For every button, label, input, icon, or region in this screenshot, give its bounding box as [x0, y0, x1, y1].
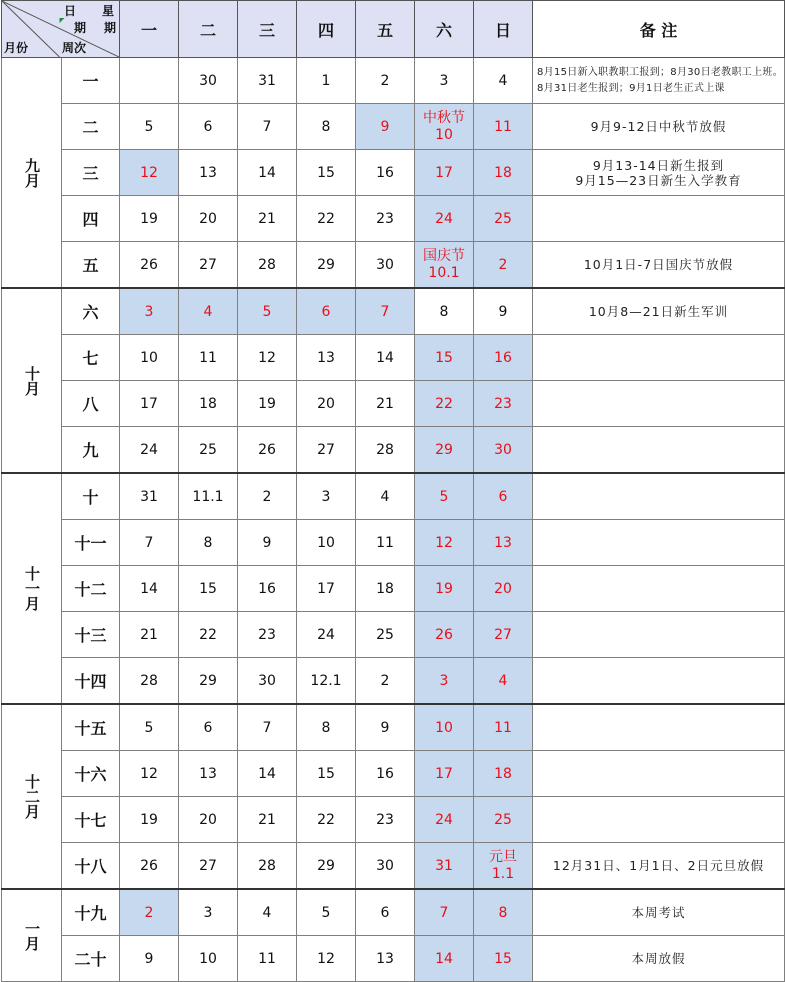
- day-cell: 19: [120, 797, 179, 843]
- day-cell: 7: [120, 520, 179, 566]
- day-cell: 17: [297, 566, 356, 612]
- corner-label-period: 期: [74, 21, 87, 35]
- day-cell: 5: [120, 104, 179, 150]
- day-cell: 26: [120, 242, 179, 289]
- day-cell: 22: [179, 612, 238, 658]
- week-row: [2, 520, 785, 566]
- week-note: 9月13-14日新生报到 9月15—23日新生入学教育: [533, 150, 785, 196]
- day-cell: 23: [356, 797, 415, 843]
- day-cell: 6: [297, 288, 356, 335]
- week-note: [533, 196, 785, 242]
- day-cell: 8: [297, 104, 356, 150]
- day-cell: 17: [415, 150, 474, 196]
- week-row: [2, 196, 785, 242]
- week-number: 九: [62, 427, 120, 474]
- week-row: [2, 936, 785, 982]
- week-note: 8月15日新入职教职工报到；8月30日老教职工上班。8月31日老生报到；9月1日老生正式上课: [533, 58, 785, 104]
- day-cell: 28: [238, 242, 297, 289]
- day-cell: 26: [238, 427, 297, 474]
- week-row: [2, 288, 785, 335]
- day-cell: 23: [356, 196, 415, 242]
- month-label: 十二月: [2, 704, 62, 889]
- weekday-header: 日: [474, 1, 533, 58]
- day-cell: 23: [474, 381, 533, 427]
- day-cell: 16: [474, 335, 533, 381]
- day-cell: 8: [297, 704, 356, 751]
- day-cell: 4: [238, 889, 297, 936]
- day-cell: 20: [474, 566, 533, 612]
- week-number: 二十: [62, 936, 120, 982]
- week-row: [2, 751, 785, 797]
- day-cell: 5: [120, 704, 179, 751]
- day-cell: 31: [415, 843, 474, 890]
- day-cell: 18: [179, 381, 238, 427]
- day-cell: 13: [179, 751, 238, 797]
- week-row: [2, 473, 785, 520]
- day-cell: 9: [238, 520, 297, 566]
- day-cell: 15: [297, 751, 356, 797]
- corner-label-period-2: 期: [104, 21, 117, 35]
- day-cell: 14: [356, 335, 415, 381]
- day-cell: 28: [356, 427, 415, 474]
- day-cell: 12: [297, 936, 356, 982]
- week-row: [2, 242, 785, 289]
- week-number: 十四: [62, 658, 120, 705]
- corner-label-star: 星: [102, 4, 115, 18]
- week-note: [533, 658, 785, 705]
- day-cell: 16: [356, 751, 415, 797]
- day-cell: 16: [238, 566, 297, 612]
- day-cell: 3: [415, 658, 474, 705]
- week-note: 本周考试: [533, 889, 785, 936]
- day-cell: 21: [238, 797, 297, 843]
- day-cell: 25: [179, 427, 238, 474]
- notes-header: 备 注: [533, 1, 785, 58]
- week-note: 本周放假: [533, 936, 785, 982]
- week-number: 十六: [62, 751, 120, 797]
- day-cell: 10: [120, 335, 179, 381]
- day-cell: 21: [356, 381, 415, 427]
- school-calendar-table: [1, 0, 785, 982]
- week-number: 七: [62, 335, 120, 381]
- week-row: [2, 704, 785, 751]
- week-row: [2, 427, 785, 474]
- week-note: [533, 751, 785, 797]
- week-number: 十七: [62, 797, 120, 843]
- day-cell: 3: [179, 889, 238, 936]
- day-cell: 30: [238, 658, 297, 705]
- day-cell: 10: [179, 936, 238, 982]
- day-cell: 5: [238, 288, 297, 335]
- week-row: [2, 889, 785, 936]
- corner-label-day: 日: [64, 4, 77, 18]
- week-number: 十: [62, 473, 120, 520]
- day-cell: 5: [297, 889, 356, 936]
- week-row: [2, 150, 785, 196]
- day-cell: 28: [238, 843, 297, 890]
- day-cell: 19: [120, 196, 179, 242]
- day-cell: 13: [356, 936, 415, 982]
- day-cell: 13: [474, 520, 533, 566]
- day-cell: 2: [356, 658, 415, 705]
- day-cell: 8: [474, 889, 533, 936]
- day-cell: 22: [297, 196, 356, 242]
- day-cell: 17: [120, 381, 179, 427]
- day-cell: 30: [356, 242, 415, 289]
- day-cell: 22: [297, 797, 356, 843]
- day-cell: 13: [179, 150, 238, 196]
- day-cell: 2: [356, 58, 415, 104]
- day-cell: 15: [415, 335, 474, 381]
- week-note: [533, 704, 785, 751]
- weekday-header: 四: [297, 1, 356, 58]
- week-note: [533, 381, 785, 427]
- day-cell: 元旦 1.1: [474, 843, 533, 890]
- week-number: 五: [62, 242, 120, 289]
- day-cell: 12: [120, 150, 179, 196]
- day-cell: 9: [120, 936, 179, 982]
- day-cell: 28: [120, 658, 179, 705]
- day-cell: 12: [415, 520, 474, 566]
- day-cell: 7: [415, 889, 474, 936]
- day-cell: 18: [474, 751, 533, 797]
- week-row: [2, 104, 785, 150]
- day-cell: 7: [238, 104, 297, 150]
- day-cell: 29: [179, 658, 238, 705]
- day-cell: 24: [120, 427, 179, 474]
- week-row: [2, 566, 785, 612]
- day-cell: 11: [238, 936, 297, 982]
- day-cell: 29: [297, 242, 356, 289]
- day-cell: 6: [179, 104, 238, 150]
- day-cell: 27: [297, 427, 356, 474]
- day-cell: 7: [238, 704, 297, 751]
- day-cell: 4: [356, 473, 415, 520]
- week-number: 四: [62, 196, 120, 242]
- weekday-header: 五: [356, 1, 415, 58]
- day-cell: 8: [415, 288, 474, 335]
- day-cell: 11.1: [179, 473, 238, 520]
- day-cell: 9: [356, 704, 415, 751]
- day-cell: 12: [238, 335, 297, 381]
- month-label: 一月: [2, 889, 62, 982]
- day-cell: 3: [120, 288, 179, 335]
- day-cell: 14: [238, 751, 297, 797]
- day-cell: 14: [415, 936, 474, 982]
- day-cell: 20: [179, 797, 238, 843]
- corner-label-week: 周次: [62, 41, 87, 55]
- month-label: 九月: [2, 58, 62, 289]
- day-cell: 6: [356, 889, 415, 936]
- day-cell: 22: [415, 381, 474, 427]
- day-cell: 21: [238, 196, 297, 242]
- day-cell: 25: [356, 612, 415, 658]
- day-cell: 16: [356, 150, 415, 196]
- day-cell: 19: [415, 566, 474, 612]
- day-cell: 6: [179, 704, 238, 751]
- day-cell: 11: [356, 520, 415, 566]
- week-number: 二: [62, 104, 120, 150]
- week-note: [533, 427, 785, 474]
- day-cell: 1: [297, 58, 356, 104]
- day-cell: 26: [415, 612, 474, 658]
- day-cell: 21: [120, 612, 179, 658]
- day-cell: 15: [179, 566, 238, 612]
- day-cell: [120, 58, 179, 104]
- day-cell: 3: [297, 473, 356, 520]
- day-cell: 24: [415, 797, 474, 843]
- month-label: 十一月: [2, 473, 62, 704]
- week-row: [2, 58, 785, 104]
- day-cell: 9: [356, 104, 415, 150]
- week-number: 十五: [62, 704, 120, 751]
- day-cell: 23: [238, 612, 297, 658]
- week-note: [533, 473, 785, 520]
- day-cell: 20: [297, 381, 356, 427]
- day-cell: 11: [474, 704, 533, 751]
- day-cell: 8: [179, 520, 238, 566]
- day-cell: 15: [297, 150, 356, 196]
- week-number: 三: [62, 150, 120, 196]
- day-cell: 中秋节 10: [415, 104, 474, 150]
- week-note: [533, 520, 785, 566]
- weekday-header: 三: [238, 1, 297, 58]
- day-cell: 7: [356, 288, 415, 335]
- week-row: [2, 658, 785, 705]
- day-cell: 12: [120, 751, 179, 797]
- day-cell: 30: [474, 427, 533, 474]
- week-number: 八: [62, 381, 120, 427]
- day-cell: 4: [474, 58, 533, 104]
- day-cell: 30: [179, 58, 238, 104]
- day-cell: 10: [297, 520, 356, 566]
- day-cell: 2: [238, 473, 297, 520]
- day-cell: 9: [474, 288, 533, 335]
- week-number: 十一: [62, 520, 120, 566]
- day-cell: 25: [474, 797, 533, 843]
- day-cell: 25: [474, 196, 533, 242]
- day-cell: 24: [297, 612, 356, 658]
- day-cell: 31: [238, 58, 297, 104]
- day-cell: 30: [356, 843, 415, 890]
- day-cell: 3: [415, 58, 474, 104]
- week-note: 12月31日、1月1日、2日元旦放假: [533, 843, 785, 890]
- day-cell: 国庆节 10.1: [415, 242, 474, 289]
- day-cell: 15: [474, 936, 533, 982]
- week-note: 9月9-12日中秋节放假: [533, 104, 785, 150]
- day-cell: 29: [297, 843, 356, 890]
- day-cell: 29: [415, 427, 474, 474]
- day-cell: 20: [179, 196, 238, 242]
- week-row: [2, 335, 785, 381]
- day-cell: 17: [415, 751, 474, 797]
- week-number: 十三: [62, 612, 120, 658]
- day-cell: 5: [415, 473, 474, 520]
- week-note: 10月1日-7日国庆节放假: [533, 242, 785, 289]
- day-cell: 27: [179, 242, 238, 289]
- day-cell: 18: [474, 150, 533, 196]
- week-row: [2, 612, 785, 658]
- day-cell: 4: [474, 658, 533, 705]
- day-cell: 13: [297, 335, 356, 381]
- day-cell: 24: [415, 196, 474, 242]
- week-number: 十九: [62, 889, 120, 936]
- header-corner-cell: [2, 1, 120, 58]
- day-cell: 18: [356, 566, 415, 612]
- day-cell: 2: [120, 889, 179, 936]
- week-row: [2, 381, 785, 427]
- week-number: 一: [62, 58, 120, 104]
- day-cell: 27: [179, 843, 238, 890]
- day-cell: 4: [179, 288, 238, 335]
- day-cell: 31: [120, 473, 179, 520]
- week-note: 10月8—21日新生军训: [533, 288, 785, 335]
- week-row: [2, 797, 785, 843]
- day-cell: 14: [238, 150, 297, 196]
- week-row: [2, 843, 785, 890]
- week-note: [533, 797, 785, 843]
- day-cell: 19: [238, 381, 297, 427]
- week-number: 六: [62, 288, 120, 335]
- day-cell: 2: [474, 242, 533, 289]
- weekday-header: 六: [415, 1, 474, 58]
- header-row: [2, 1, 785, 58]
- day-cell: 10: [415, 704, 474, 751]
- day-cell: 6: [474, 473, 533, 520]
- day-cell: 11: [474, 104, 533, 150]
- day-cell: 27: [474, 612, 533, 658]
- weekday-header: 二: [179, 1, 238, 58]
- day-cell: 14: [120, 566, 179, 612]
- week-note: [533, 335, 785, 381]
- day-cell: 26: [120, 843, 179, 890]
- month-label: 十月: [2, 288, 62, 473]
- day-cell: 11: [179, 335, 238, 381]
- day-cell: 12.1: [297, 658, 356, 705]
- week-number: 十八: [62, 843, 120, 890]
- week-note: [533, 566, 785, 612]
- corner-label-month: 月份: [4, 41, 29, 55]
- week-number: 十二: [62, 566, 120, 612]
- week-note: [533, 612, 785, 658]
- weekday-header: 一: [120, 1, 179, 58]
